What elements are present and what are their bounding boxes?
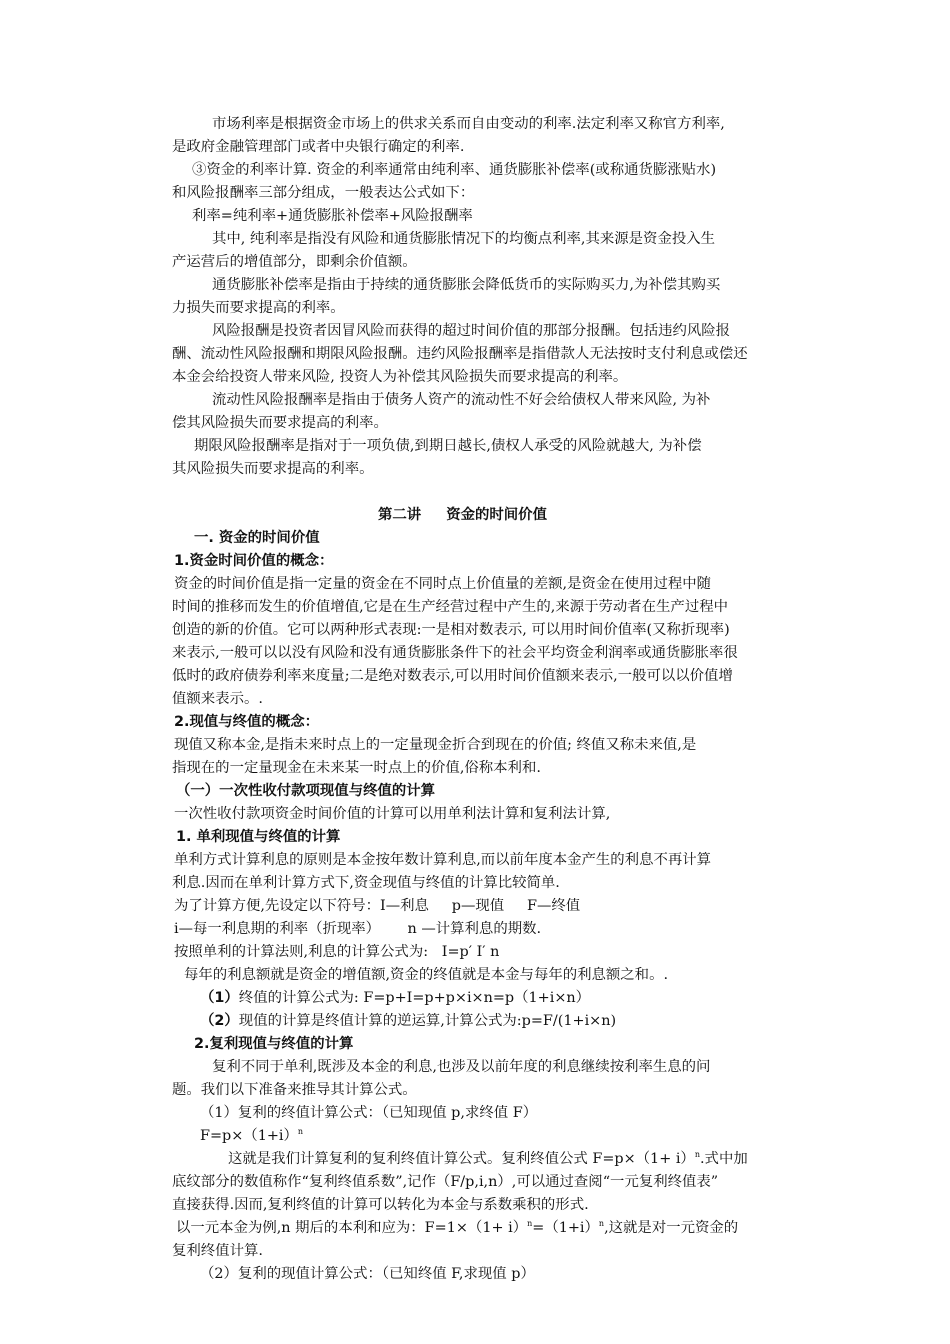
paragraph-unit-principal-line1 (176, 1217, 738, 1239)
rate-formula: 利率=纯利率+通货膨胀补偿率+风险报酬率 (192, 208, 473, 224)
paragraph-concept-line5: 低时的政府债券利率来度量;二是绝对数表示,可以用时间价值额来表示,一般可以以价值增 (172, 668, 733, 684)
formula-text-1: 终值的计算公式为: F=p+I=p+p×i×n=p（1+i×n） (238, 990, 591, 1006)
formula-label-2: （2） (200, 1013, 239, 1029)
paragraph-compound-factor-line3: 直接获得.因而,复利终值的计算可以转化为本金与系数乘积的形式. (172, 1197, 589, 1213)
formula-exponent: n (297, 1127, 304, 1136)
formula-exponent: n (598, 1219, 605, 1228)
formula-simple-future (200, 987, 590, 1009)
paragraph-present-future-line1: 现值又称本金,是指未来时点上的一定量现金折合到现在的价值; 终值又称未来值,是 (174, 737, 697, 753)
paragraph-market-rate-line1: 市场利率是根据资金市场上的供求关系而自由变动的利率.法定利率又称官方利率, (212, 116, 725, 132)
paragraph-compound-line2: 题。我们以下准备来推导其计算公式。 (172, 1082, 417, 1098)
text-segment: 以一元本金为例,n 期后的本利和应为：F=1×（1+ i） (176, 1220, 528, 1236)
paragraph-simple-line2: 利息.因而在单利计算方式下,资金现值与终值的计算比较简单. (172, 875, 560, 891)
paragraph-market-rate-line2: 是政府金融管理部门或者中央银行确定的利率. (172, 139, 465, 155)
formula-exponent: n (694, 1150, 700, 1159)
interest-formula: 按照单利的计算法则,利息的计算公式为: I=p′ I′ n (174, 944, 500, 960)
text-segment: .式中加 (699, 1151, 748, 1167)
paragraph-lump-sum: 一次性收付款项资金时间价值的计算可以用单利法计算和复利法计算, (174, 806, 611, 822)
lecture-title: 第二讲 资金的时间价值 (378, 507, 547, 523)
paragraph-concept-line3: 创造的新的价值。它可以两种形式表现:一是相对数表示, 可以用时间价值率(又称折现率) (172, 622, 730, 638)
paragraph-concept-line2: 时间的推移而发生的价值增值,它是在生产经营过程中产生的,来源于劳动者在生产过程中 (172, 599, 728, 615)
heading-compound-interest: 2.复利现值与终值的计算 (194, 1036, 354, 1052)
paragraph-unit-principal-line2: 复利终值计算. (172, 1243, 263, 1259)
formula-exponent: n (527, 1219, 533, 1228)
paragraph-inflation-line2: 力损失而要求提高的利率。 (172, 300, 345, 316)
heading-simple-interest: 1. 单利现值与终值的计算 (176, 829, 341, 845)
formula-compound-future (200, 1125, 303, 1147)
paragraph-liquidity-line1: 流动性风险报酬率是指由于债务人资产的流动性不好会给债权人带来风险, 为补 (212, 392, 711, 408)
symbols-line2: i—每一利息期的利率（折现率） n —计算利息的期数. (174, 921, 542, 937)
paragraph-maturity-line2: 其风险损失而要求提高的利率。 (172, 461, 374, 477)
paragraph-pure-rate-line2: 产运营后的增值部分，即剩余价值额。 (172, 254, 417, 270)
paragraph-compound-factor-line1 (228, 1148, 748, 1170)
paragraph-present-future-line2: 指现在的一定量现金在未来某一时点上的价值,俗称本利和. (172, 760, 541, 776)
paragraph-pure-rate-line1: 其中, 纯利率是指没有风险和通货膨胀情况下的均衡点利率,其来源是资金投入生 (212, 231, 716, 247)
paragraph-annual-interest: 每年的利息额就是资金的增值额,资金的终值就是本金与每年的利息额之和。. (184, 967, 669, 983)
formula-label-1: （1） (200, 990, 239, 1006)
paragraph-concept-line4: 来表示,一般可以以没有风险和没有通货膨胀条件下的社会平均资金利润率或通货膨胀率很 (172, 645, 738, 661)
formula-text-2: 现值的计算是终值计算的逆运算,计算公式为:p=F/(1+i×n) (238, 1013, 617, 1029)
paragraph-rate-calc-line1: ③资金的利率计算. 资金的利率通常由纯利率、通货膨胀补偿率(或称通货膨涨贴水) (192, 162, 717, 178)
paragraph-risk-line1: 风险报酬是投资者因冒风险而获得的超过时间价值的那部分报酬。包括违约风险报 (212, 323, 731, 339)
paragraph-simple-line1: 单利方式计算利息的原则是本金按年数计算利息,而以前年度本金产生的利息不再计算 (174, 852, 712, 868)
heading-time-value: 一. 资金的时间价值 (194, 530, 320, 546)
heading-lump-sum: （一）一次性收付款项现值与终值的计算 (176, 783, 436, 799)
heading-concept: 1.资金时间价值的概念： (174, 553, 334, 569)
text-segment: 这就是我们计算复利的复利终值计算公式。复利终值公式 F=p×（1+ i） (228, 1151, 695, 1167)
paragraph-risk-line2: 酬、流动性风险报酬和期限风险报酬。违约风险报酬率是指借款人无法按时支付利息或偿还 (172, 346, 748, 362)
paragraph-rate-calc-line2: 和风险报酬率三部分组成，一般表达公式如下： (172, 185, 475, 201)
paragraph-liquidity-line2: 偿其风险损失而要求提高的利率。 (172, 415, 388, 431)
heading-present-future: 2.现值与终值的概念： (174, 714, 319, 730)
formula-compound-future-base: F=p×（1+i） (200, 1128, 298, 1144)
paragraph-risk-line3: 本金会给投资人带来风险, 投资人为补偿其风险损失而要求提高的利率。 (172, 369, 628, 385)
symbols-line1: 为了计算方便,先设定以下符号：I—利息 p—现值 F—终值 (174, 898, 581, 914)
paragraph-maturity-line1: 期限风险报酬率是指对于一项负债,到期日越长,债权人承受的风险就越大, 为补偿 (194, 438, 702, 454)
paragraph-compound-line1: 复利不同于单利,既涉及本金的利息,也涉及以前年度的利息继续按利率生息的问 (212, 1059, 711, 1075)
paragraph-concept-line6: 值额来表示。. (172, 691, 263, 707)
heading-compound-present: （2）复利的现值计算公式：（已知终值 F,求现值 p） (200, 1266, 535, 1282)
text-segment: ,这就是对一元资金的 (604, 1220, 739, 1236)
text-segment: =（1+i） (532, 1220, 599, 1236)
heading-compound-future: （1）复利的终值计算公式：（已知现值 p,求终值 F） (200, 1105, 538, 1121)
paragraph-compound-factor-line2: 底纹部分的数值称作“复利终值系数”,记作（F/p,i,n）,可以通过查阅“一元复利终值表” (172, 1174, 719, 1190)
paragraph-concept-line1: 资金的时间价值是指一定量的资金在不同时点上价值量的差额,是资金在使用过程中随 (174, 576, 712, 592)
formula-simple-present (200, 1010, 616, 1032)
paragraph-inflation-line1: 通货膨胀补偿率是指由于持续的通货膨胀会降低货币的实际购买力,为补偿其购买 (212, 277, 721, 293)
